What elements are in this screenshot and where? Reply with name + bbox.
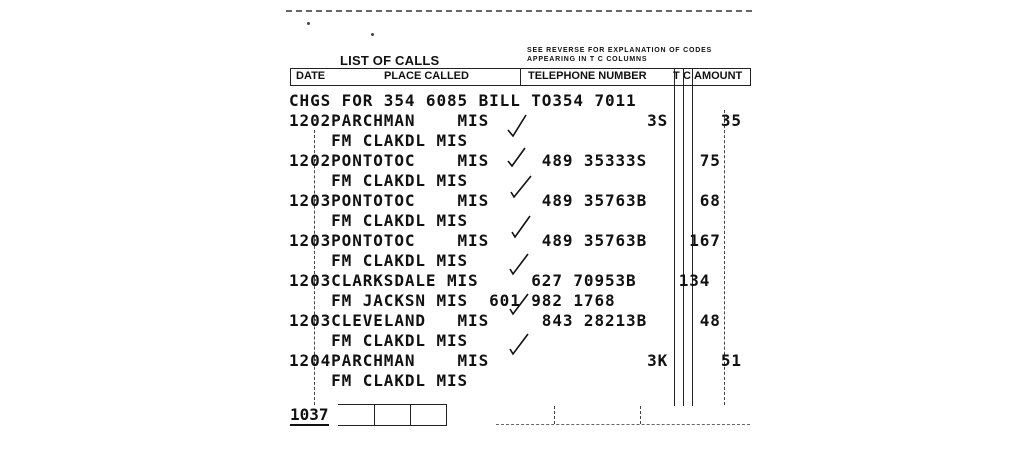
listing-line: FM CLAKDL MIS: [289, 171, 469, 190]
ink-speck: [307, 22, 310, 25]
column-header-telephone: TELEPHONE NUMBER: [528, 70, 647, 82]
listing-line: 1203CLEVELAND MIS 843 28213B 48: [289, 311, 721, 330]
bottom-dashed-rule: [496, 424, 750, 425]
column-rule: [290, 68, 291, 86]
listing-line: 1203CLARKSDALE MIS 627 70953B 134: [289, 271, 711, 290]
listing-line: 1203PONTOTOC MIS 489 35763B 167: [289, 231, 721, 250]
check-mark-icon: [506, 113, 528, 139]
listing-line: FM CLAKDL MIS: [289, 131, 469, 150]
column-header-t: T: [673, 70, 680, 82]
footer-box: [410, 404, 447, 426]
listing-line: FM CLAKDL MIS: [289, 211, 469, 230]
codes-note: [527, 46, 712, 64]
column-header-place: PLACE CALLED: [384, 70, 469, 82]
listing-line: FM CLAKDL MIS: [289, 251, 469, 270]
footer-box: [374, 404, 411, 426]
listing-line: 1203PONTOTOC MIS 489 35763B 68: [289, 191, 721, 210]
total-count: 1037: [290, 405, 329, 424]
ink-speck: [371, 33, 374, 36]
listing-line: 1202PARCHMAN MIS 3S 35: [289, 111, 742, 130]
check-mark-icon: [508, 292, 530, 318]
column-rule: [750, 68, 751, 86]
codes-note-line-1: SEE REVERSE FOR EXPLANATION OF CODES: [527, 47, 713, 54]
listing-line: 1204PARCHMAN MIS 3K 51: [289, 351, 742, 370]
bottom-column-rule: [554, 406, 555, 424]
bottom-column-rule: [640, 406, 641, 424]
listing-line: CHGS FOR 354 6085 BILL TO354 7011: [289, 91, 637, 110]
listing-line: FM CLAKDL MIS: [289, 331, 469, 350]
column-rule: [520, 68, 521, 86]
column-header-amount: AMOUNT: [694, 70, 743, 82]
check-mark-icon: [510, 215, 532, 241]
check-mark-icon: [508, 332, 530, 358]
check-mark-icon: [510, 175, 532, 201]
listing-line: FM CLAKDL MIS: [289, 371, 469, 390]
check-mark-icon: [506, 146, 528, 172]
list-title: LIST OF CALLS: [340, 53, 440, 68]
column-header-c: C: [683, 70, 691, 82]
top-perforation: [286, 10, 752, 12]
listing-line: FM JACKSN MIS 601 982 1768: [289, 291, 616, 310]
column-header-date: DATE: [296, 70, 326, 82]
listing-line: 1202PONTOTOC MIS 489 35333S 75: [289, 151, 721, 170]
check-mark-icon: [508, 252, 530, 278]
codes-note-line-2: APPEARING IN T C COLUMNS: [527, 56, 648, 63]
footer-box: [338, 404, 375, 426]
